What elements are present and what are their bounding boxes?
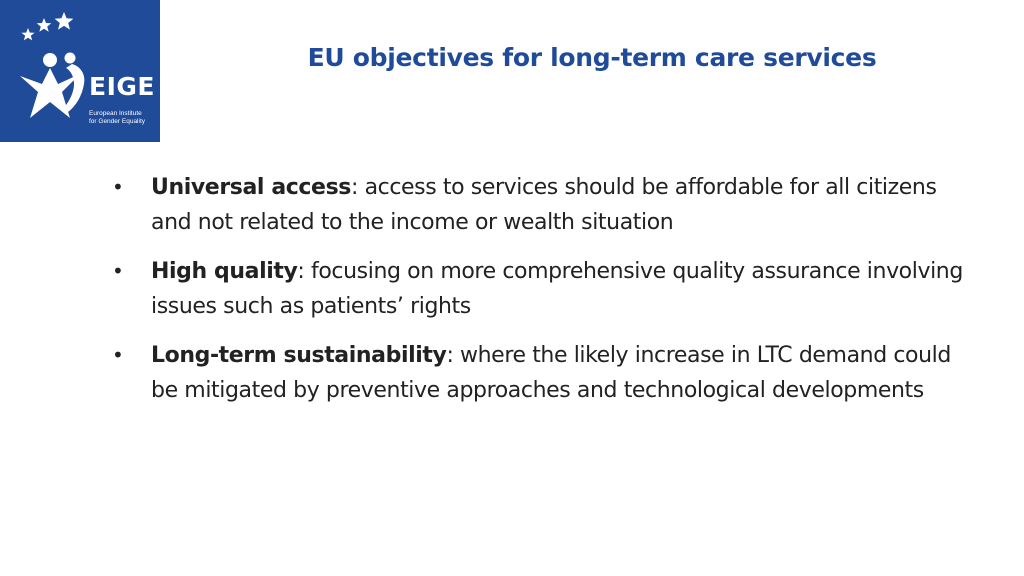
bullet-text: : focusing on more comprehensive quality assurance involving issues such as patients’ rights — [151, 259, 963, 319]
star-icon — [55, 12, 74, 30]
list-item — [112, 254, 972, 324]
bullet-term: Long-term sustainability — [151, 343, 447, 368]
figure-icon — [20, 53, 84, 119]
bullet-term: Universal access — [151, 175, 351, 200]
logo-subtitle-line: for Gender Equality — [89, 118, 146, 125]
eige-logo — [0, 0, 160, 142]
list-item — [112, 338, 972, 408]
logo-subtitle-line: European Institute — [89, 110, 142, 117]
bullet-text: : where the likely increase in LTC demand could be mitigated by preventive approaches and technological developments — [151, 343, 951, 403]
star-icon — [21, 28, 34, 40]
bullet-term: High quality — [151, 259, 298, 284]
bullet-icon: • — [112, 175, 124, 199]
page-title: EU objectives for long-term care services — [307, 43, 877, 72]
list-item — [112, 170, 972, 240]
logo-wordmark: EIGE — [89, 72, 155, 101]
bullet-icon: • — [112, 259, 124, 283]
star-icon — [37, 18, 52, 32]
logo-subtitle — [89, 110, 159, 126]
bullet-list — [112, 170, 972, 422]
bullet-icon: • — [112, 343, 124, 367]
bullet-text: : access to services should be affordable for all citizens and not related to the income or wealth situation — [151, 175, 937, 235]
